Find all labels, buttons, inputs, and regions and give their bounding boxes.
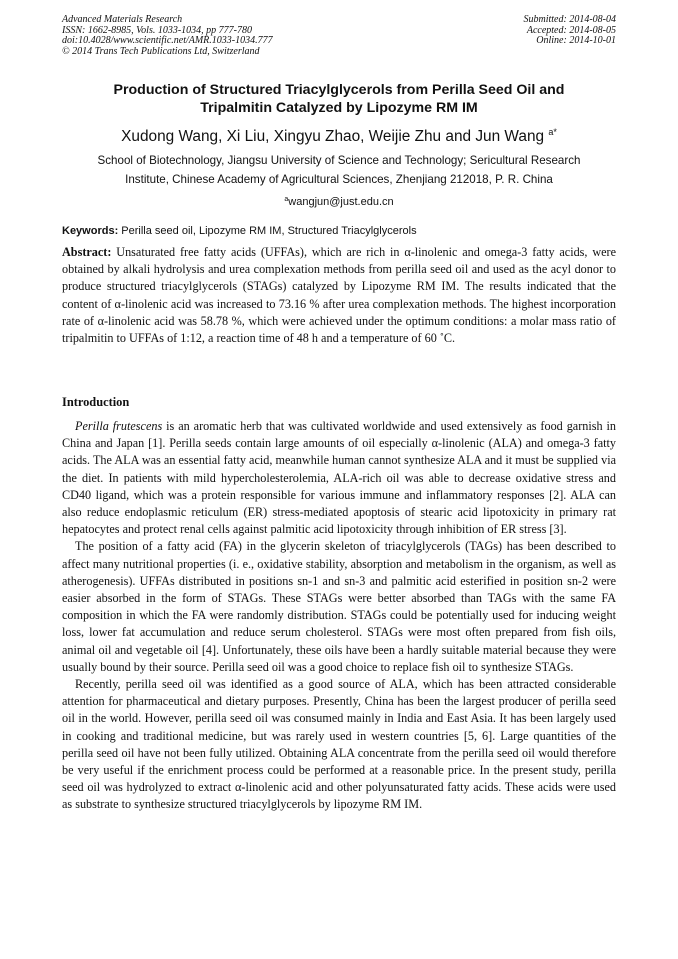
online-date: Online: 2014-10-01 xyxy=(536,35,616,46)
title-line-2: Tripalmitin Catalyzed by Lipozyme RM IM xyxy=(200,99,478,116)
journal-doi[interactable]: doi:10.4028/www.scientific.net/AMR.1033-1034.777 xyxy=(62,35,273,46)
authors-text: Xudong Wang, Xi Liu, Xingyu Zhao, Weijie Zhu and Jun Wang xyxy=(121,128,545,145)
keywords xyxy=(62,224,616,238)
intro-paragraph-2: The position of a fatty acid (FA) in the glycerin skeleton of triacylglycerols (TAGs) has been described to affect many nutritional properties (i. e., oxidative stability, absorption and metabolism in the organism, as well as atherogenesis). UFFAs distributed in positions sn-1 and sn-3 and palmitic acid esterified in position sn-2 were easier absorbed in the form of STAGs. These STAGs were better absorbed than TAGs with the same FA composition in which the FA were randomly distribution. STAGs could be potentially used for inducing weight loss, lower fat accumulation and reduce serum cholesterol. STAGs were most often prepared from fish oils, animal oil and vegetable oil [4]. Unfortunately, these oils have been a hardly suitable material because they were usually bound by their source. Perilla seed oil was a good choice to replace fish oil to synthesize STAGs. xyxy=(62,539,616,674)
intro-paragraph-1 xyxy=(62,418,616,538)
abstract-label: Abstract: xyxy=(62,245,112,259)
intro-paragraph-1-text: is an aromatic herb that was cultivated worldwide and used extensively as food garnish in China and Japan [1]. Perilla seeds contain large amounts of oil especially α-linolenic (ALA) and omega-3 fatty acids. The ALA was an essential fatty acid, meanwhile human cannot synthesize ALA and it must be supplied via the diet. In patients with mild hypercholesterolemia, ALA-rich oil was able to decrease oxidative stress and CD40 ligand, which was a protein responsible for various immune and inflammatory responses [2]. ALA can also reduce endoplasmic reticulum (ER) stress-mediated apoptosis of stearic acid lipotoxicity in primary rat hepatocytes and protect renal cells against palmitic acid lipotoxicity through inhibition of ER stress [3]. xyxy=(62,419,617,537)
author-list xyxy=(62,123,616,146)
email-address[interactable]: wangjun@just.edu.cn xyxy=(288,196,394,208)
journal-header-right xyxy=(524,15,617,47)
journal-copyright: © 2014 Trans Tech Publications Ltd, Switzerland xyxy=(62,45,260,57)
title-line-1: Production of Structured Triacylglycerols from Perilla Seed Oil and xyxy=(113,82,565,98)
intro-paragraph-3: Recently, perilla seed oil was identified as a good source of ALA, which has been attracted considerable attention for pharmaceutical and dietary purposes. Presently, China has been the largest producer of perilla seed oil in the world. However, perilla seed oil was consumed mainly in India and East Asia. It has been largely used in cooking and traditional medicine, but was rarely used in western countries [5, 6]. Large quantities of the perilla seed oil have not been fully utilized. Obtaining ALA concentrate from the perilla seed oil would therefore be very useful if the enrichment process could be performed at a reasonable price. In the present study, perilla seed oil was hydrolyzed to extract α-linolenic acid and other polyunsaturated fatty acids. These acids were used as substrate to synthesize structured triacylglycerols by lipozyme RM IM. xyxy=(62,677,616,812)
introduction-body xyxy=(62,418,616,814)
email-mark: a xyxy=(284,196,289,203)
keywords-label: Keywords: xyxy=(62,225,119,237)
journal-header-left xyxy=(62,15,273,57)
journal-issn: ISSN: 1662-8985, Vols. 1033-1034, pp 777-780 xyxy=(62,24,252,36)
affiliation-line-2: Institute, Chinese Academy of Agricultural Sciences, Zhenjiang 212018, P. R. China xyxy=(125,173,553,186)
affiliation xyxy=(62,151,616,189)
abstract xyxy=(62,244,616,347)
affiliation-line-1: School of Biotechnology, Jiangsu University of Science and Technology; Sericultural Research xyxy=(97,154,581,167)
abstract-text: Unsaturated free fatty acids (UFFAs), which are rich in α-linolenic and omega-3 fatty acids, were obtained by alkali hydrolysis and urea complexation methods from perilla seed oil and used as the acyl donor to produce structured triacylglycerols (STAGs) catalyzed by Lipozyme RM IM. The results indicated that the content of α-linolenic acid was increased to 73.16 % after urea complexation methods. The highest incorporation rate of α-linolenic acid was 58.78 %, which were achieved under the optimum conditions: a molar mass ratio of tripalmitin to UFFAs of 1:12, a reaction time of 48 h and a temperature of 60 ˚C. xyxy=(62,245,616,346)
submitted-date: Submitted: 2014-08-04 xyxy=(523,14,616,25)
accepted-date: Accepted: 2014-08-05 xyxy=(526,24,616,36)
journal-name: Advanced Materials Research xyxy=(62,14,183,25)
keywords-text: Perilla seed oil, Lipozyme RM IM, Structured Triacylglycerols xyxy=(118,225,417,237)
species-name: Perilla frutescens xyxy=(75,419,163,433)
section-heading-introduction: Introduction xyxy=(62,395,130,409)
paper-title xyxy=(62,82,616,117)
corresponding-email xyxy=(62,193,616,209)
author-affiliation-mark: a* xyxy=(548,127,557,137)
